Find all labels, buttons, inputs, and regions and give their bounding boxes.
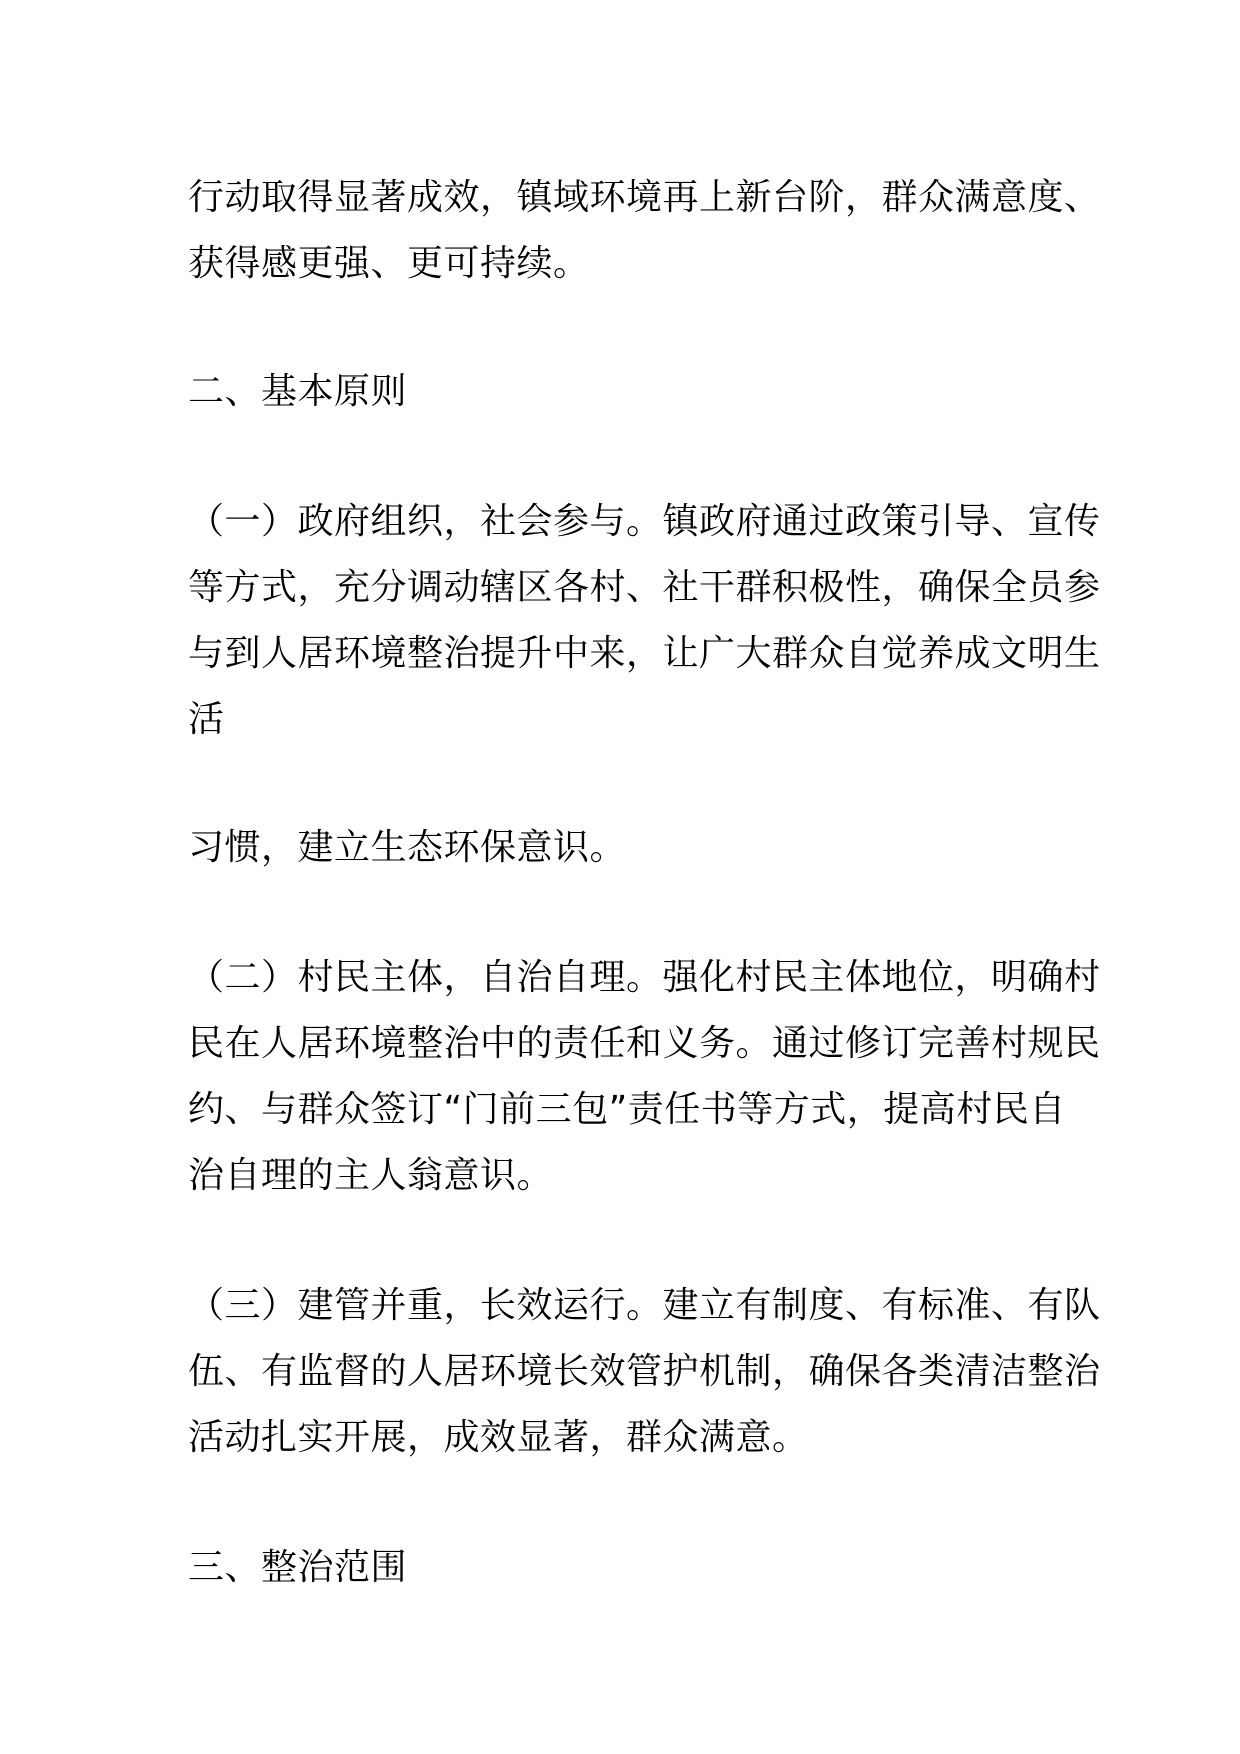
paragraph-line: （二）村民主体，自治自理。强化村民主体地位，明确村 — [188, 957, 1101, 998]
paragraph-line: 治自理的主人翁意识。 — [188, 1155, 554, 1196]
section-heading: 二、基本原则 — [188, 371, 408, 412]
paragraph-line: （一）政府组织，社会参与。镇政府通过政策引导、宣传 — [188, 501, 1101, 542]
paragraph-line: 活 — [188, 699, 225, 740]
paragraph-line: 等方式，充分调动辖区各村、社干群积极性，确保全员参 — [188, 567, 1101, 608]
paragraph-line: 民在人居环境整治中的责任和义务。通过修订完善村规民 — [188, 1023, 1101, 1064]
paragraph-line: 获得感更强、更可持续。 — [188, 243, 590, 284]
paragraph-line: 与到人居环境整治提升中来，让广大群众自觉养成文明生 — [188, 633, 1101, 674]
paragraph-line: 习惯，建立生态环保意识。 — [188, 827, 627, 868]
section-heading: 三、整治范围 — [188, 1547, 408, 1588]
paragraph-line: （三）建管并重，长效运行。建立有制度、有标准、有队 — [188, 1285, 1101, 1326]
paragraph-line: 伍、有监督的人居环境长效管护机制，确保各类清洁整治 — [188, 1351, 1101, 1392]
paragraph-line: 行动取得显著成效，镇域环境再上新台阶，群众满意度、 — [188, 177, 1101, 218]
paragraph-line: 活动扎实开展，成效显著，群众满意。 — [188, 1417, 809, 1458]
paragraph-line: 约、与群众签订“门前三包”责任书等方式，提高村民自 — [188, 1089, 1066, 1130]
